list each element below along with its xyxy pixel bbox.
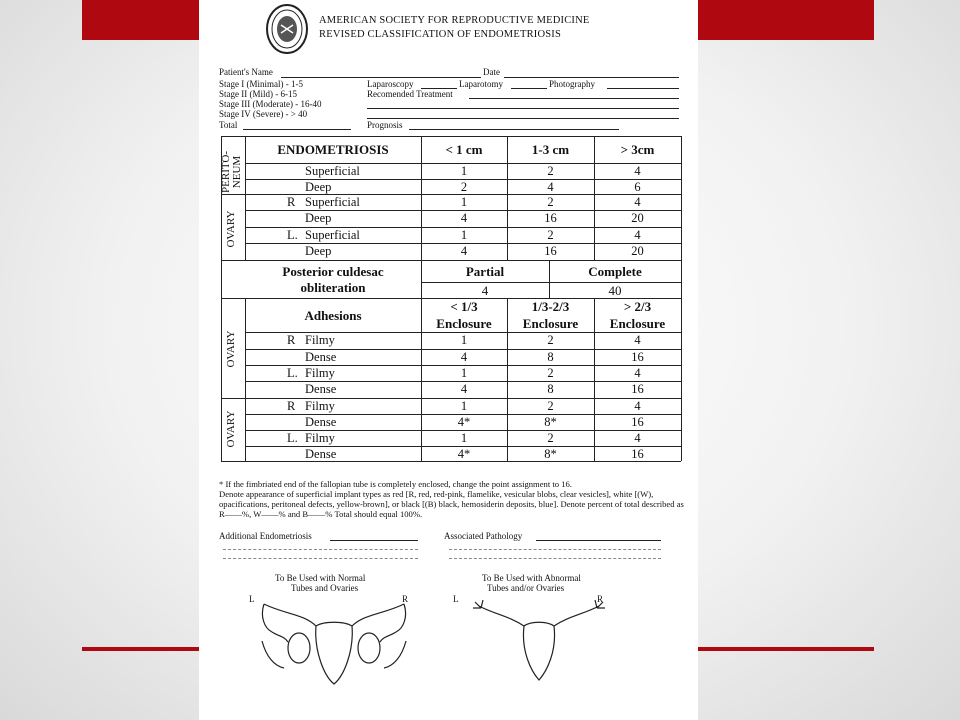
date-label: Date bbox=[483, 67, 500, 77]
complete-header: Complete bbox=[588, 264, 642, 279]
laparotomy-label: Laparotomy bbox=[459, 79, 503, 89]
header-subtitle: REVISED CLASSIFICATION OF ENDOMETRIOSIS bbox=[319, 29, 562, 40]
adhesion-row-value: 16 bbox=[631, 382, 644, 396]
endometriosis-row-value: 4 bbox=[634, 164, 641, 178]
adhesion-row-value: 8 bbox=[547, 382, 554, 396]
associated-pathology-line bbox=[536, 540, 661, 541]
endometriosis-row-value: 4 bbox=[634, 228, 641, 242]
prognosis-label: Prognosis bbox=[367, 120, 403, 130]
treatment-line-3 bbox=[367, 118, 679, 119]
adhesion-row-value: 4* bbox=[457, 447, 471, 461]
treatment-label: Recomended Treatment bbox=[367, 89, 453, 99]
endometriosis-row-value: 2 bbox=[547, 164, 554, 178]
endometriosis-row-type: Deep bbox=[305, 180, 332, 194]
adhesion-row-value: 4 bbox=[634, 399, 641, 413]
adhesion-row-value: 1 bbox=[460, 366, 468, 380]
footnote-2: Denote appearance of superficial implant types as red [R, red, red-pink, flamelike, vesicular blobs, clear vesicles], white [(W), opacifications, peritoneal defects, yellow-brown], or black [(B) black, hemosiderin deposits, blue]. Denote percent of total described as R——%, W——% and B——% Total should equal 100%. bbox=[219, 489, 684, 520]
adhesion-row-type: Filmy bbox=[305, 431, 335, 445]
endometriosis-row-value: 2 bbox=[547, 195, 554, 209]
normal-caption-2: Tubes and Ovaries bbox=[291, 583, 359, 593]
partial-header: Partial bbox=[465, 264, 505, 279]
col-gt3cm: > 3cm bbox=[620, 142, 655, 157]
endometriosis-row-value: 2 bbox=[547, 228, 554, 242]
associated-line-2 bbox=[449, 549, 661, 550]
stage-3: Stage III (Moderate) - 16-40 bbox=[219, 99, 322, 109]
additional-endometriosis-label: Additional Endometriosis bbox=[219, 531, 312, 541]
photography-label: Photography bbox=[549, 79, 595, 89]
endometriosis-row-type: Superficial bbox=[305, 164, 360, 178]
endometriosis-row-value: 20 bbox=[631, 211, 644, 225]
adhesion-row-value: 4 bbox=[634, 333, 641, 347]
normal-left-marker: L bbox=[249, 594, 255, 604]
adhesion-row-value: 2 bbox=[547, 431, 554, 445]
adhesion-row-type: Dense bbox=[305, 415, 337, 429]
adhesion-row-value: 1 bbox=[460, 333, 468, 347]
footnote-1: * If the fimbriated end of the fallopian tube is completely enclosed, change the point assignment to 16. bbox=[219, 479, 572, 489]
adhesion-row-type: Filmy bbox=[305, 399, 335, 413]
adhesion-row-side: L. bbox=[287, 366, 298, 380]
adhesion-row-type: Filmy bbox=[305, 333, 335, 347]
ovary-label-1: OVARY bbox=[225, 210, 237, 248]
adhesion-row-value: 2 bbox=[547, 333, 554, 347]
stage-1: Stage I (Minimal) - 1-5 bbox=[219, 79, 303, 89]
adhesion-row-type: Filmy bbox=[305, 366, 335, 380]
endometriosis-row-side: L. bbox=[287, 228, 298, 242]
adh-col2-a: 1/3-2/3 bbox=[531, 299, 570, 314]
date-line bbox=[504, 77, 679, 78]
laparotomy-line bbox=[511, 88, 547, 89]
abnormal-left-marker: L bbox=[453, 594, 459, 604]
adhesions-header: Adhesions bbox=[304, 308, 362, 323]
abnormal-caption-1: To Be Used with Abnormal bbox=[482, 573, 581, 583]
adhesion-row-value: 2 bbox=[547, 399, 554, 413]
adhesion-row-value: 1 bbox=[460, 399, 468, 413]
adhesion-row-value: 4 bbox=[460, 350, 468, 364]
culdesac-label-2: obliteration bbox=[300, 280, 366, 295]
adh-col1-a: < 1/3 bbox=[450, 299, 478, 314]
endometriosis-row-value: 16 bbox=[544, 211, 557, 225]
laparoscopy-label: Laparoscopy bbox=[367, 79, 414, 89]
peritoneum-label: PERITO- NEUM bbox=[220, 151, 243, 193]
endometriosis-row-value: 4 bbox=[547, 180, 554, 194]
adhesion-row-value: 8* bbox=[544, 415, 557, 429]
col-1to3cm: 1-3 cm bbox=[531, 142, 570, 157]
endometriosis-row-value: 20 bbox=[631, 244, 644, 258]
endometriosis-row-value: 4 bbox=[634, 195, 641, 209]
adhesion-row-value: 4* bbox=[457, 415, 471, 429]
adhesion-row-value: 4 bbox=[634, 431, 641, 445]
ovary-label-2: OVARY bbox=[225, 330, 237, 368]
endometriosis-row-side: R bbox=[287, 195, 296, 209]
endometriosis-row-value: 6 bbox=[634, 180, 641, 194]
endometriosis-row-value: 1 bbox=[460, 228, 468, 242]
adhesion-row-side: R bbox=[287, 333, 296, 347]
adhesion-row-value: 4 bbox=[634, 366, 641, 380]
adh-col3-b: Enclosure bbox=[609, 316, 666, 331]
endometriosis-row-type: Superficial bbox=[305, 195, 360, 209]
endometriosis-row-value: 4 bbox=[460, 244, 468, 258]
stage-4: Stage IV (Severe) - > 40 bbox=[219, 109, 308, 119]
additional-endometriosis-line bbox=[330, 540, 418, 541]
stage-2: Stage II (Mild) - 6-15 bbox=[219, 89, 297, 99]
endometriosis-header: ENDOMETRIOSIS bbox=[277, 142, 389, 157]
patient-name-label: Patient's Name bbox=[219, 67, 273, 77]
prognosis-line bbox=[409, 129, 619, 130]
patient-name-line bbox=[281, 77, 481, 78]
adhesion-row-value: 1 bbox=[460, 431, 468, 445]
total-line bbox=[243, 129, 351, 130]
associated-line-3 bbox=[449, 558, 661, 559]
endometriosis-row-value: 16 bbox=[544, 244, 557, 258]
adhesion-row-value: 16 bbox=[631, 350, 644, 364]
adhesion-row-value: 8* bbox=[544, 447, 557, 461]
treatment-line-2 bbox=[367, 108, 679, 109]
culdesac-label-1: Posterior culdesac bbox=[282, 264, 384, 279]
adhesion-row-type: Dense bbox=[305, 350, 337, 364]
treatment-line bbox=[469, 98, 679, 99]
associated-pathology-label: Associated Pathology bbox=[444, 531, 523, 541]
adh-col1-b: Enclosure bbox=[436, 316, 492, 331]
asrm-seal-icon bbox=[265, 3, 309, 55]
adhesion-row-value: 4 bbox=[460, 382, 468, 396]
header-title: AMERICAN SOCIETY FOR REPRODUCTIVE MEDICINE bbox=[319, 15, 590, 26]
endometriosis-row-value: 1 bbox=[460, 195, 468, 209]
complete-value: 40 bbox=[608, 283, 622, 298]
classification-form bbox=[199, 0, 698, 720]
adhesion-row-value: 16 bbox=[631, 447, 644, 461]
additional-line-3 bbox=[223, 558, 418, 559]
abnormal-caption-2: Tubes and/or Ovaries bbox=[487, 583, 565, 593]
adhesion-row-type: Dense bbox=[305, 382, 337, 396]
additional-line-2 bbox=[223, 549, 418, 550]
photography-line bbox=[607, 88, 679, 89]
score-table bbox=[221, 136, 681, 461]
adhesion-row-value: 8 bbox=[547, 350, 554, 364]
abnormal-uterus-diagram bbox=[469, 596, 609, 686]
normal-uterus-diagram bbox=[254, 596, 414, 686]
endometriosis-row-type: Deep bbox=[305, 211, 332, 225]
endometriosis-row-value: 4 bbox=[460, 211, 468, 225]
col-lt1cm: < 1 cm bbox=[445, 142, 483, 157]
normal-caption-1: To Be Used with Normal bbox=[275, 573, 366, 583]
normal-right-marker: R bbox=[402, 594, 409, 604]
adhesion-row-value: 2 bbox=[547, 366, 554, 380]
endometriosis-row-value: 1 bbox=[460, 164, 468, 178]
partial-value: 4 bbox=[481, 283, 489, 298]
abnormal-right-marker: R bbox=[597, 594, 604, 604]
endometriosis-row-type: Superficial bbox=[305, 228, 360, 242]
adhesion-row-value: 16 bbox=[631, 415, 644, 429]
adhesion-row-type: Dense bbox=[305, 447, 337, 461]
adhesion-row-side: R bbox=[287, 399, 296, 413]
total-label: Total bbox=[219, 120, 238, 130]
endometriosis-row-type: Deep bbox=[305, 244, 332, 258]
adh-col3-a: > 2/3 bbox=[623, 299, 652, 314]
adh-col2-b: Enclosure bbox=[522, 316, 579, 331]
endometriosis-row-value: 2 bbox=[460, 180, 468, 194]
adhesion-row-side: L. bbox=[287, 431, 298, 445]
ovary-label-3: OVARY bbox=[225, 410, 237, 448]
